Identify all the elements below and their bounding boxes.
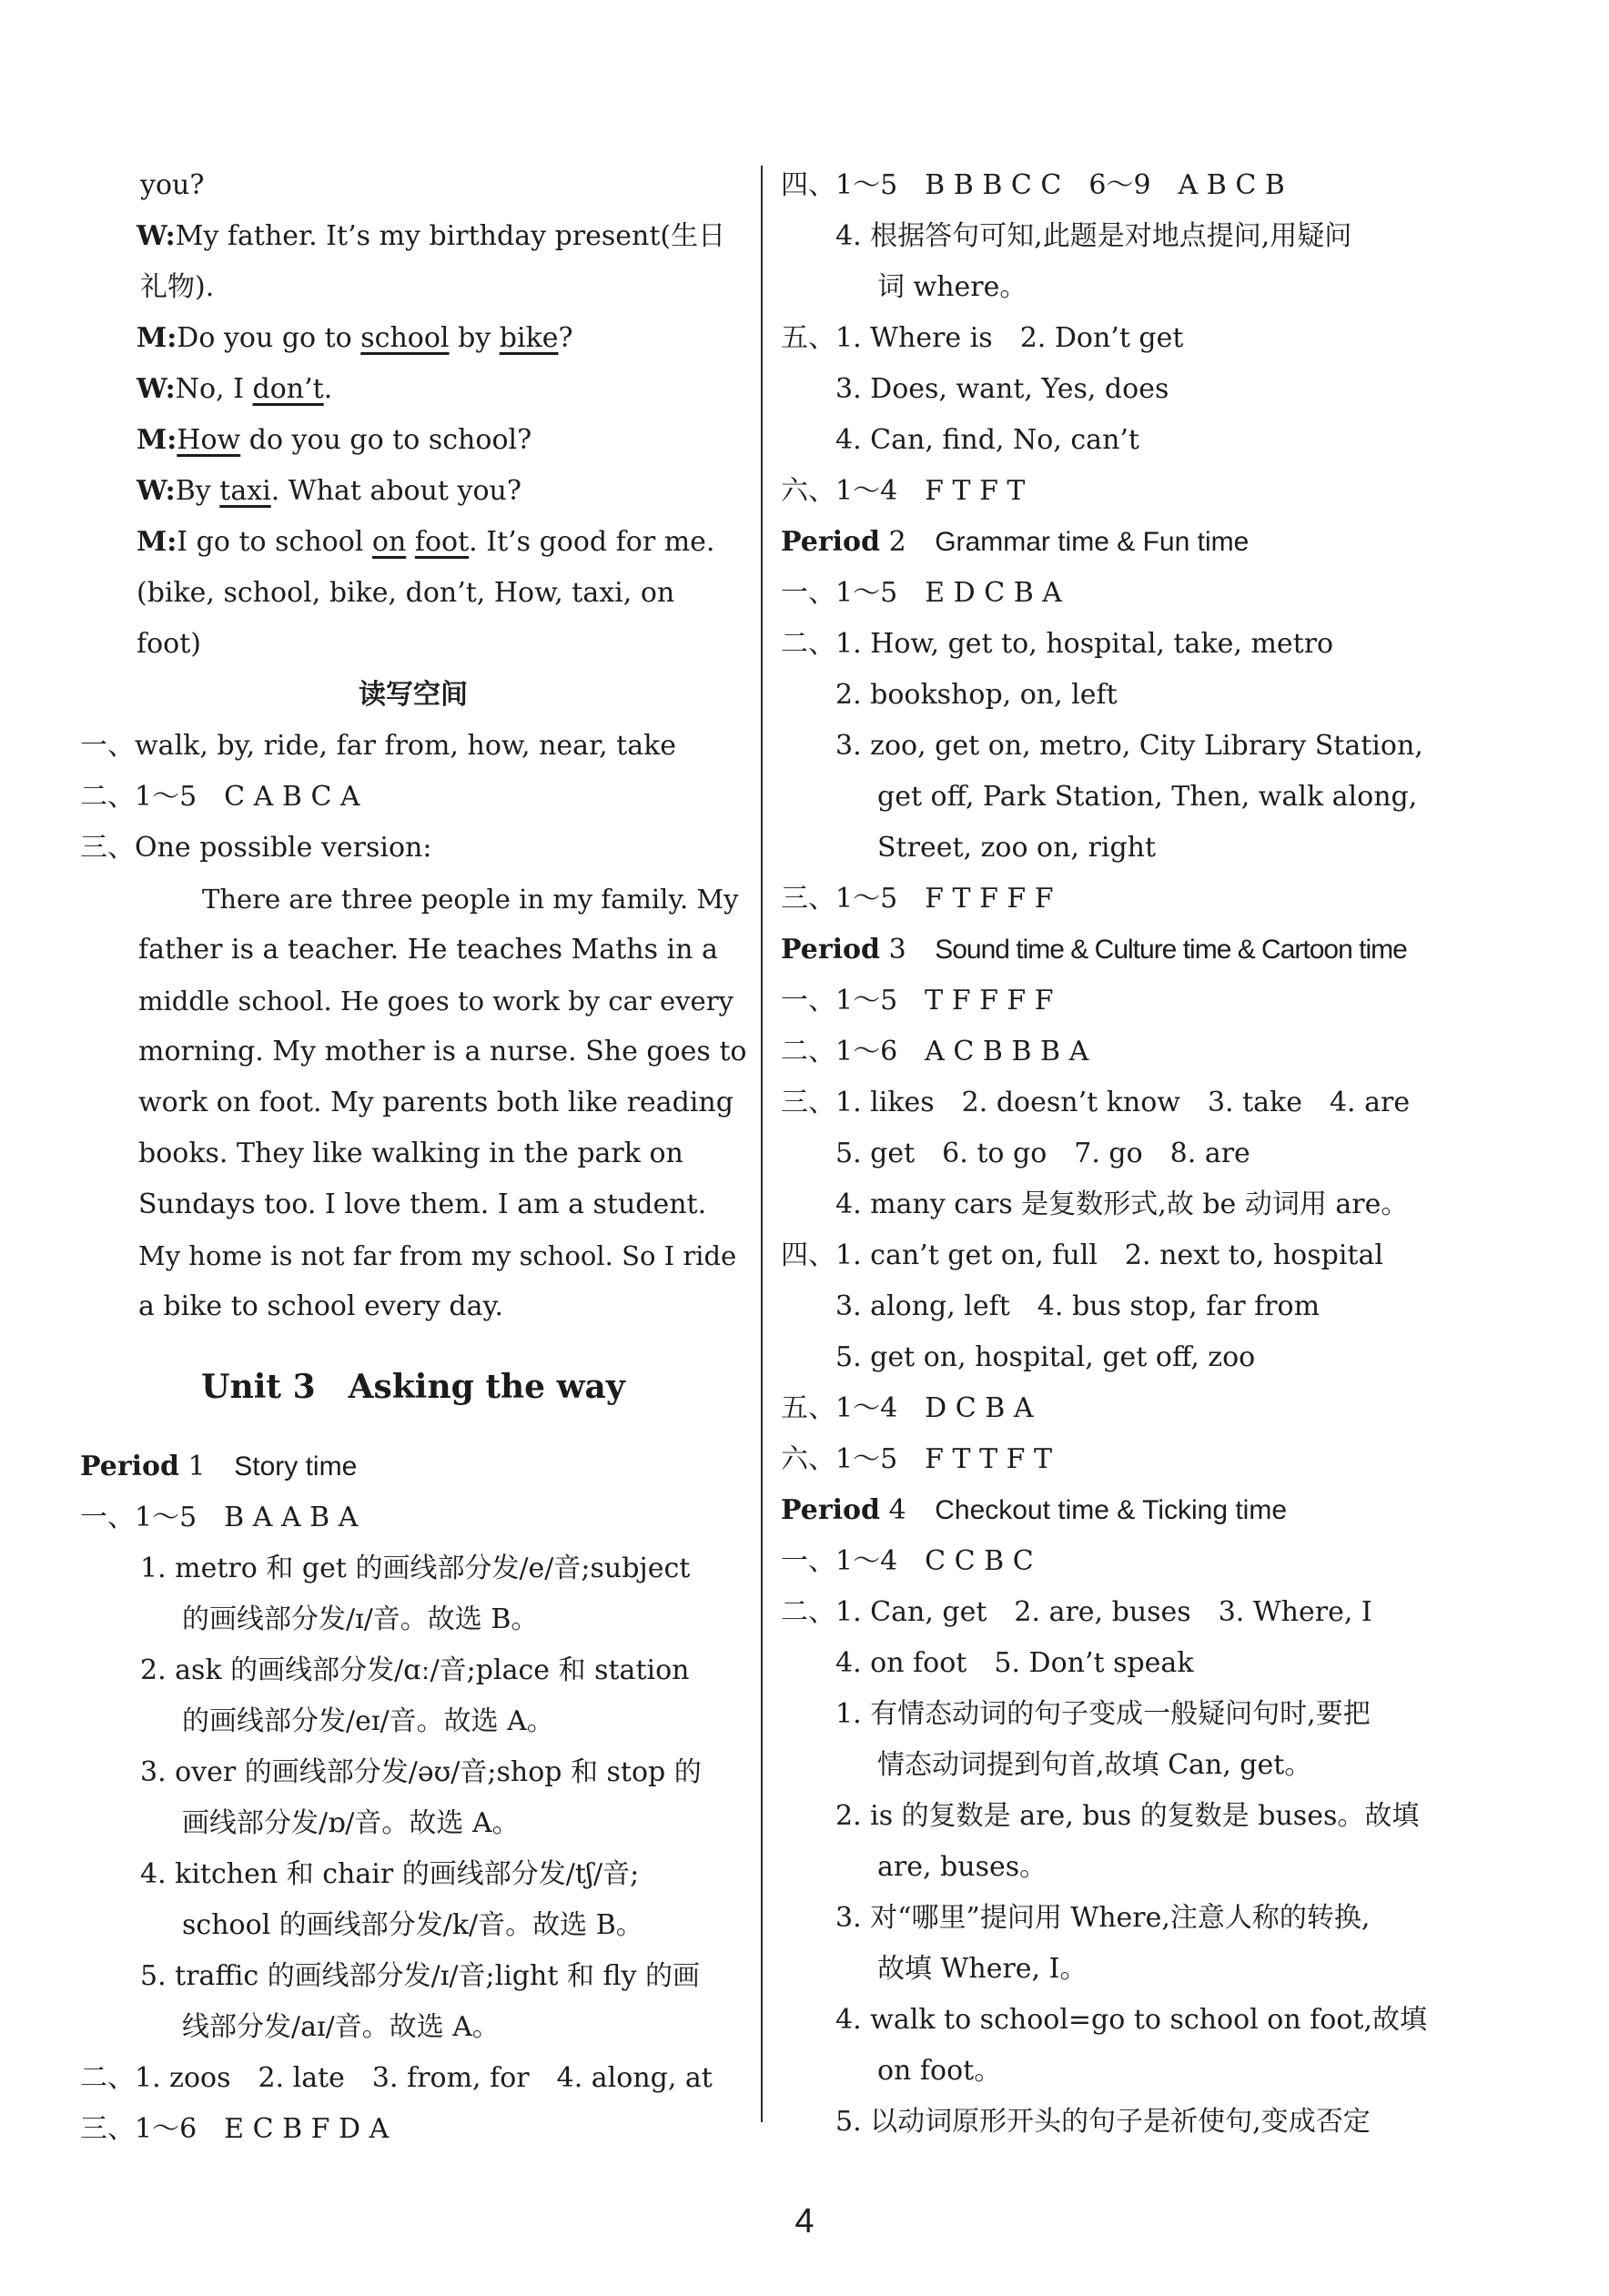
dialogue-text: by: [449, 322, 500, 354]
answer-key-line: (bike, school, bike, don’t, How, taxi, on: [137, 577, 675, 609]
dialogue-text: . What about you?: [270, 475, 521, 507]
answer-line: 三、1～6 E C B F D A: [80, 2113, 390, 2145]
speaker-label: W:: [137, 220, 176, 252]
answer-line: 一、1～5 B A A B A: [80, 1502, 359, 1533]
answer-line: 5. get on, hospital, get off, zoo: [835, 1341, 1256, 1373]
essay-line: morning. My mother is a nurse. She goes to: [138, 1036, 747, 1067]
speaker-label: M:: [137, 526, 177, 558]
explanation-line: 2. is 的复数是 are, bus 的复数是 buses。故填: [835, 1800, 1420, 1832]
explanation-line: 4. 根据答句可知,此题是对地点提问,用疑问: [835, 220, 1352, 252]
explanation-line: on foot。: [877, 2055, 1002, 2087]
answer-line: 一、walk, by, ride, far from, how, near, take: [80, 730, 677, 762]
period-heading: [80, 1441, 746, 1492]
explanation-line: school 的画线部分发/k/音。故选 B。: [182, 1909, 643, 1941]
answer-line: 二、1～6 A C B B B A: [781, 1036, 1089, 1067]
explanation-line: 4. kitchen 和 chair 的画线部分发/tʃ/音;: [140, 1858, 640, 1890]
answer-line: 二、1. Can, get 2. are, buses 3. Where, I: [781, 1596, 1372, 1628]
period-name: Story time: [234, 1451, 358, 1482]
period-label: Period: [781, 934, 881, 966]
answer-line: 3. zoo, get on, metro, City Library Station,: [835, 730, 1423, 762]
essay-line: work on foot. My parents both like reading: [138, 1087, 734, 1118]
period-name: Checkout time & Ticking time: [935, 1495, 1288, 1525]
explanation-line: 2. ask 的画线部分发/ɑː/音;place 和 station: [140, 1654, 690, 1686]
explanation-line: 5. traffic 的画线部分发/ɪ/音;light 和 fly 的画: [140, 1960, 700, 1992]
answer-line: 三、One possible version:: [80, 832, 432, 864]
underlined-answer: foot: [414, 526, 470, 558]
explanation-line: 1. metro 和 get 的画线部分发/e/音;subject: [140, 1553, 691, 1584]
dialogue-line: [80, 415, 746, 466]
answer-line: 五、1. Where is 2. Don’t get: [781, 322, 1184, 354]
answer-line: 二、1. zoos 2. late 3. from, for 4. along, at: [80, 2062, 713, 2094]
explanation-line: 线部分发/aɪ/音。故选 A。: [182, 2011, 500, 2043]
explanation-line: 4. many cars 是复数形式,故 be 动词用 are。: [835, 1188, 1409, 1220]
left-column: [80, 160, 746, 2155]
underlined-answer: bike: [499, 322, 559, 354]
period-label: Period: [80, 1451, 180, 1482]
explanation-line: 的画线部分发/ɪ/音。故选 B。: [182, 1603, 539, 1635]
explanation-line: 3. 对“哪里”提问用 Where,注意人称的转换,: [835, 1902, 1371, 1934]
answer-line: 4. on foot 5. Don’t speak: [835, 1647, 1194, 1679]
speaker-label: M:: [137, 424, 177, 456]
answer-line: Street, zoo on, right: [877, 832, 1157, 864]
speaker-label: W:: [137, 373, 176, 405]
period-number: 4: [888, 1494, 906, 1526]
period-heading: [781, 517, 1456, 568]
answer-line: 四、1～5 B B B C C 6～9 A B C B: [781, 169, 1285, 201]
period-heading: [781, 925, 1456, 976]
explanation-line: 词 where。: [877, 271, 1027, 303]
period-number: 2: [888, 526, 906, 558]
dialogue-text: No, I: [175, 373, 253, 405]
period-label: Period: [781, 1494, 881, 1526]
dialogue-line: [80, 364, 746, 415]
dialogue-text: By: [175, 475, 220, 507]
dialogue-text: [406, 526, 415, 558]
answer-line: 六、1～4 F T F T: [781, 475, 1026, 507]
essay-line: middle school. He goes to work by car every: [138, 986, 734, 1017]
dialogue-text: do you go to school?: [240, 424, 532, 456]
dialogue-line: [80, 211, 746, 262]
dialogue-line: [80, 466, 746, 517]
answer-line: 三、1～5 F T F F F: [781, 883, 1054, 915]
answer-line: 六、1～5 F T T F T: [781, 1443, 1052, 1475]
explanation-line: 画线部分发/ɒ/音。故选 A。: [182, 1807, 520, 1839]
column-divider: [761, 166, 763, 2122]
answer-line: get off, Park Station, Then, walk along,: [877, 781, 1418, 813]
answer-line: 3. Does, want, Yes, does: [835, 373, 1169, 405]
speaker-label: M:: [137, 322, 177, 354]
answer-line: 4. Can, find, No, can’t: [835, 424, 1139, 456]
answer-line: 一、1～5 T F F F F: [781, 985, 1054, 1017]
explanation-line: 3. over 的画线部分发/əʊ/音;shop 和 stop 的: [140, 1756, 702, 1788]
underlined-answer: on: [371, 526, 407, 558]
answer-line: 三、1. likes 2. doesn’t know 3. take 4. are: [781, 1087, 1411, 1118]
answer-key-line: foot): [137, 628, 201, 660]
answer-line: 5. get 6. to go 7. go 8. are: [835, 1138, 1250, 1169]
dialogue-line: [80, 517, 746, 568]
dialogue-text: I go to school: [177, 526, 372, 558]
period-number: 3: [888, 934, 906, 966]
explanation-line: 1. 有情态动词的句子变成一般疑问句时,要把: [835, 1698, 1371, 1730]
answer-line: 一、1～5 E D C B A: [781, 577, 1062, 609]
answer-line: 五、1～4 D C B A: [781, 1392, 1034, 1424]
answer-line: 二、1. How, get to, hospital, take, metro: [781, 628, 1334, 660]
period-number: 1: [187, 1451, 206, 1482]
underlined-answer: school: [360, 322, 450, 354]
explanation-line: 4. walk to school=go to school on foot,故填: [835, 2004, 1428, 2036]
essay-line: There are three people in my family. My: [202, 884, 739, 915]
period-heading: [781, 1485, 1456, 1536]
period-name: Sound time & Culture time & Cartoon time: [935, 935, 1407, 965]
answer-line: 3. along, left 4. bus stop, far from: [835, 1290, 1321, 1322]
dialogue-text: .: [323, 373, 333, 405]
essay-line: a bike to school every day.: [138, 1290, 503, 1322]
underlined-answer: don’t: [252, 373, 324, 405]
answer-line: 2. bookshop, on, left: [835, 679, 1118, 711]
dialogue-text: My father. It’s my birthday present(生日: [175, 220, 726, 252]
period-label: Period: [781, 526, 881, 558]
explanation-line: 的画线部分发/eɪ/音。故选 A。: [182, 1705, 554, 1737]
section-heading: 读写空间: [359, 679, 468, 711]
essay-line: My home is not far from my school. So I ride: [138, 1240, 737, 1271]
answer-line: 一、1～4 C C B C: [781, 1545, 1034, 1577]
essay-line: Sundays too. I love them. I am a student.: [138, 1188, 707, 1220]
period-name: Grammar time & Fun time: [935, 527, 1250, 557]
dialogue-text: ?: [558, 322, 573, 354]
underlined-answer: taxi: [219, 475, 271, 507]
essay-line: books. They like walking in the park on: [138, 1138, 683, 1169]
explanation-line: 5. 以动词原形开头的句子是祈使句,变成否定: [835, 2106, 1371, 2138]
dialogue-text: . It’s good for me.: [469, 526, 715, 558]
speaker-label: W:: [137, 475, 176, 507]
explanation-line: 情态动词提到句首,故填 Can, get。: [877, 1749, 1312, 1781]
page-number: 4: [794, 2202, 815, 2240]
explanation-line: 故填 Where, I。: [877, 1953, 1088, 1985]
answer-line: 四、1. can’t get on, full 2. next to, hospital: [781, 1239, 1383, 1271]
dialogue-text: Do you go to: [177, 322, 361, 354]
underlined-answer: How: [177, 424, 241, 456]
dialogue-line: you?: [140, 169, 205, 201]
dialogue-line: 礼物).: [140, 271, 215, 303]
answer-line: 二、1～5 C A B C A: [80, 781, 360, 813]
right-column: [781, 160, 1456, 2148]
dialogue-line: [80, 313, 746, 364]
explanation-line: are, buses。: [877, 1851, 1047, 1883]
unit-title: Unit 3 Asking the way: [201, 1368, 625, 1406]
essay-line: father is a teacher. He teaches Maths in a: [138, 934, 718, 966]
